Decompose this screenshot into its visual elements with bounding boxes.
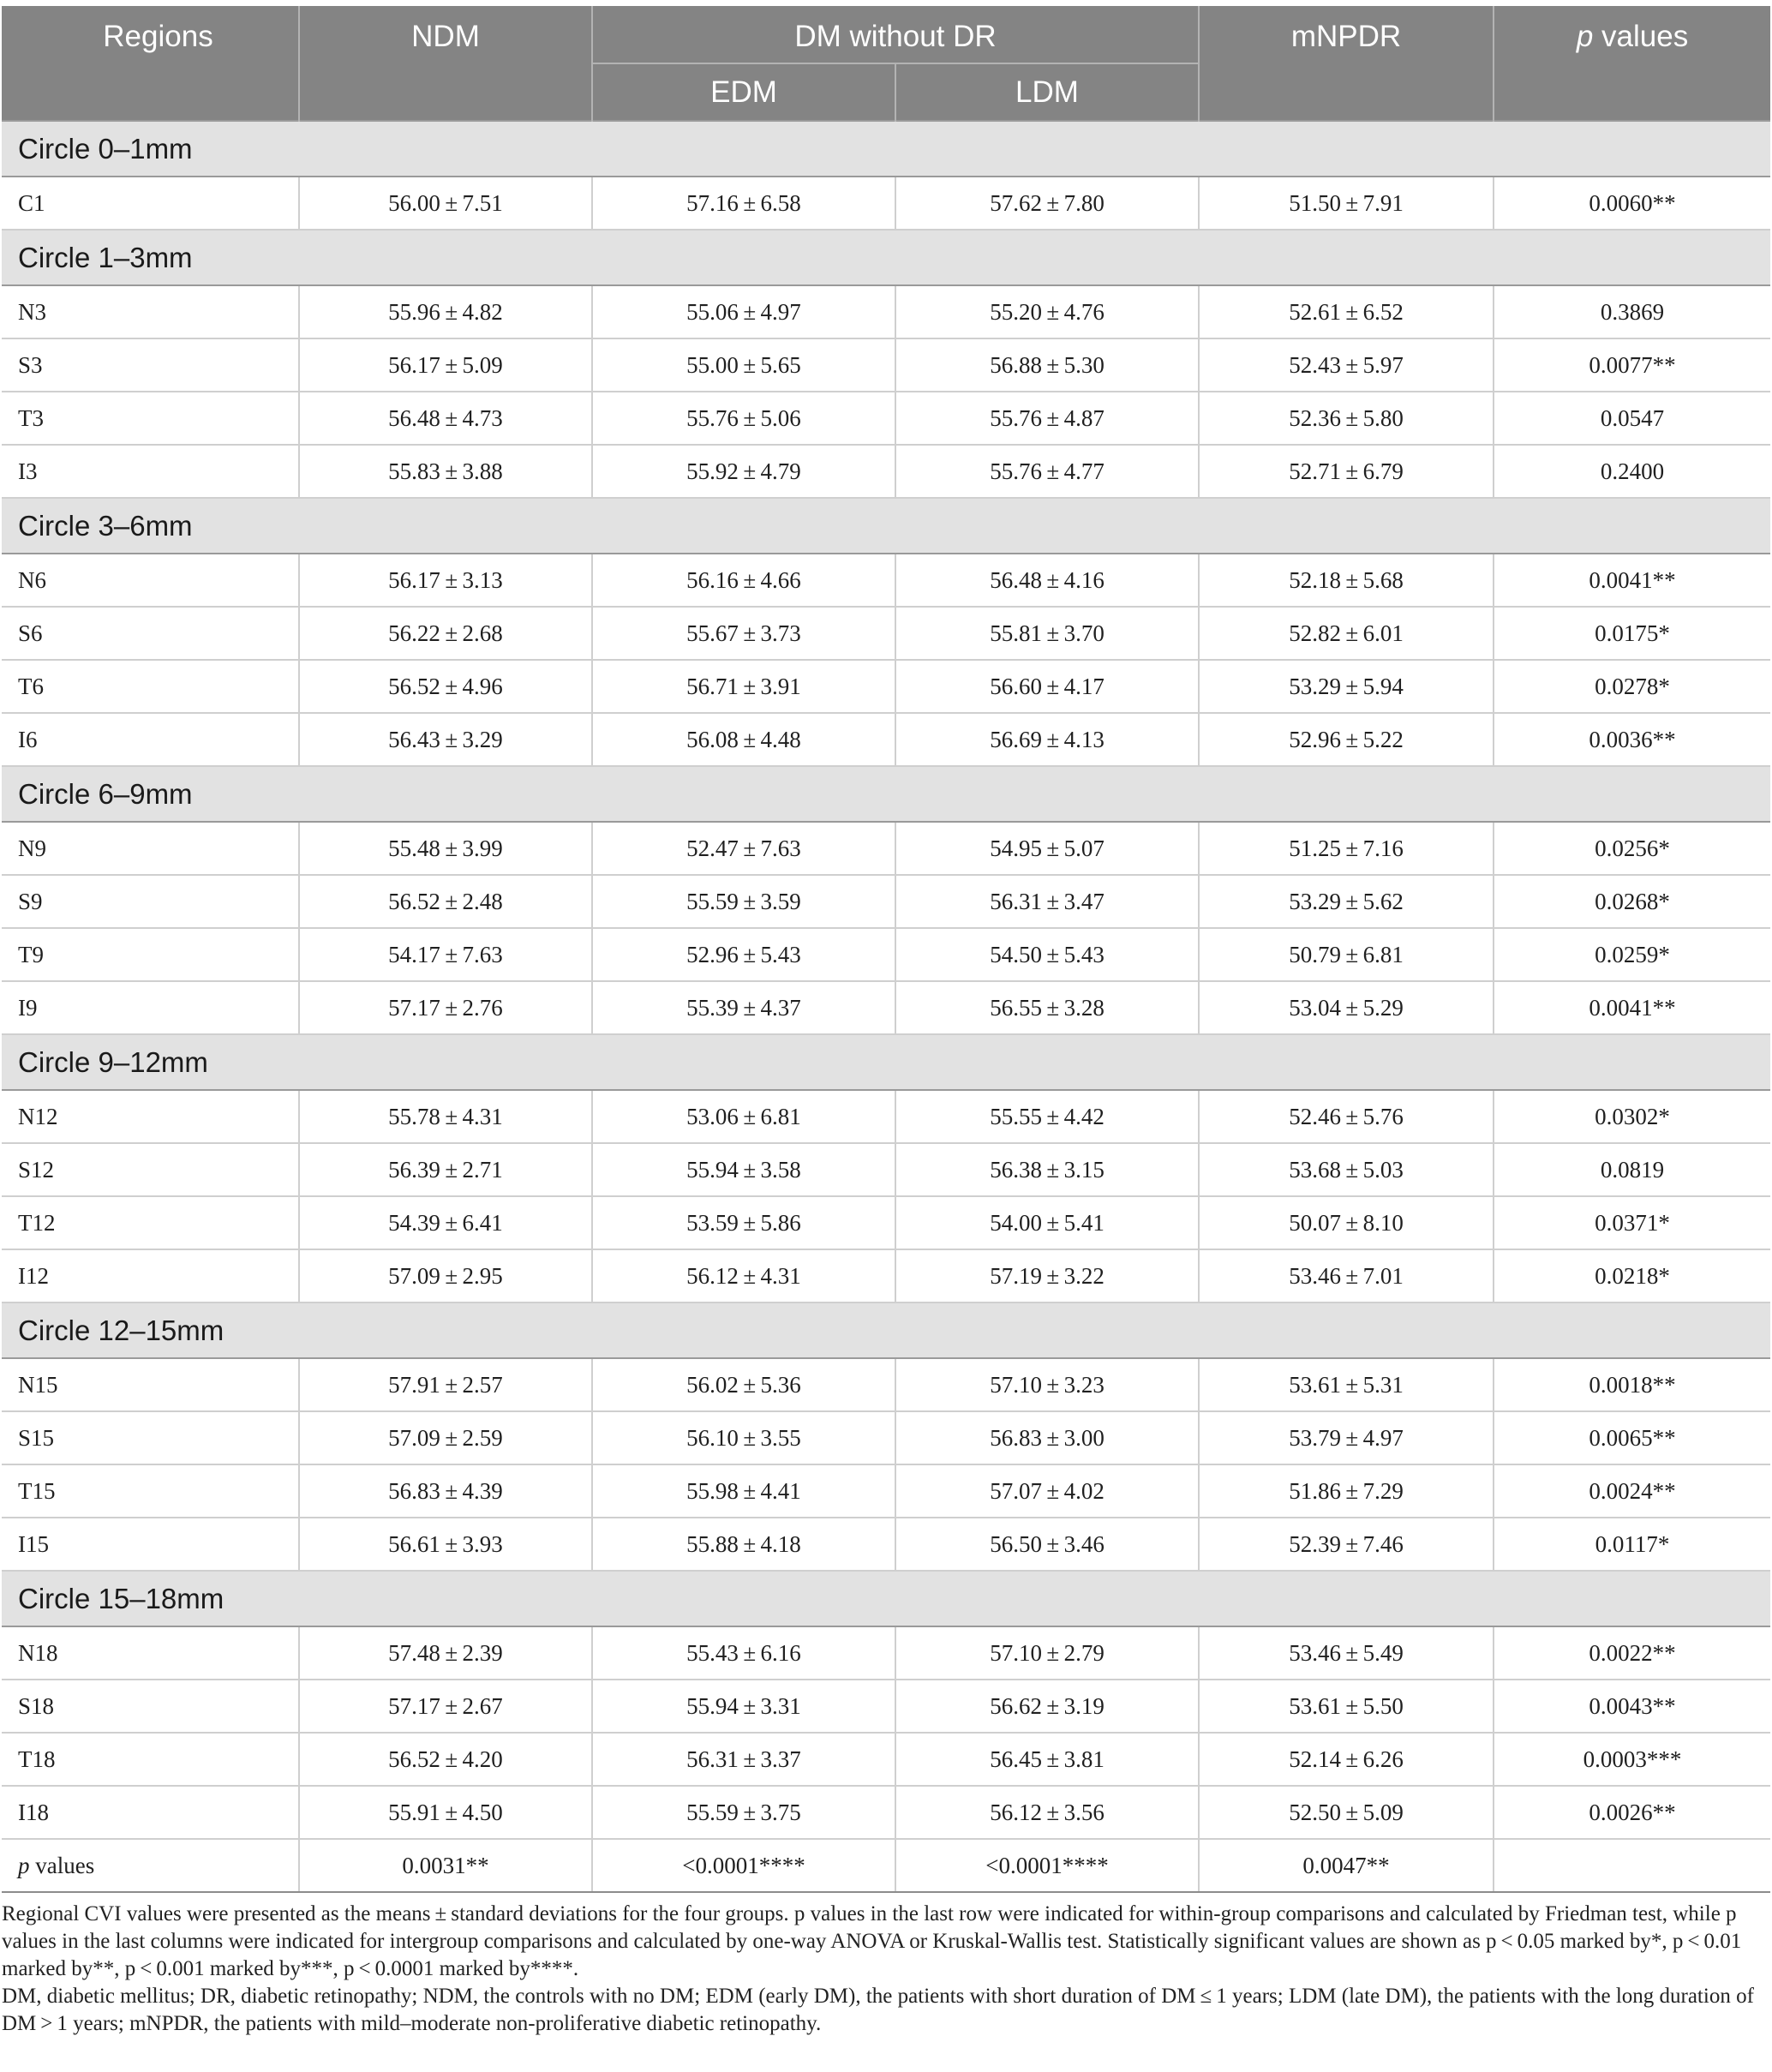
mnpdr-cell: 52.46 ± 5.76: [1199, 1090, 1494, 1143]
ndm-cell: 55.91 ± 4.50: [299, 1786, 592, 1839]
table-row: [2, 981, 1770, 1034]
table-row: [2, 1249, 1770, 1302]
edm-cell: 56.12 ± 4.31: [592, 1249, 895, 1302]
ndm-cell: 54.39 ± 6.41: [299, 1196, 592, 1249]
region-cell: S12: [2, 1143, 299, 1196]
p-edm-cell: <0.0001****: [592, 1839, 895, 1892]
header-edm: EDM: [592, 63, 895, 121]
mnpdr-cell: 53.61 ± 5.31: [1199, 1358, 1494, 1411]
ldm-cell: 56.88 ± 5.30: [895, 338, 1199, 392]
mnpdr-cell: 53.46 ± 7.01: [1199, 1249, 1494, 1302]
p-p-cell: [1494, 1839, 1770, 1892]
footnote-methods: Regional CVI values were presented as the means ± standard deviations for the four groups. p values in the last row were indicated for within-group comparisons and calculated by Friedman test, while p values in the last columns were indicated for intergroup comparisons and calculated by one-way ANOVA or Kruskal-Wallis test. Statistically significant values are shown as p < 0.05 marked by*, p < 0.01 marked by**, p < 0.001 marked by***, p < 0.0001 marked by****.: [2, 1902, 1742, 1980]
mnpdr-cell: 52.50 ± 5.09: [1199, 1786, 1494, 1839]
edm-cell: 55.59 ± 3.75: [592, 1786, 895, 1839]
ldm-cell: 56.12 ± 3.56: [895, 1786, 1199, 1839]
edm-cell: 56.71 ± 3.91: [592, 660, 895, 713]
edm-cell: 55.39 ± 4.37: [592, 981, 895, 1034]
header-dm-without-dr: DM without DR: [592, 6, 1199, 63]
section-row: [2, 498, 1770, 554]
table-row: [2, 1143, 1770, 1196]
ldm-cell: 56.55 ± 3.28: [895, 981, 1199, 1034]
table-row: [2, 1090, 1770, 1143]
table-row: [2, 1680, 1770, 1733]
edm-cell: 56.10 ± 3.55: [592, 1411, 895, 1464]
table-row: [2, 554, 1770, 607]
ldm-cell: 56.50 ± 3.46: [895, 1518, 1199, 1571]
mnpdr-cell: 52.82 ± 6.01: [1199, 607, 1494, 660]
mnpdr-cell: 53.61 ± 5.50: [1199, 1680, 1494, 1733]
ndm-cell: 56.17 ± 5.09: [299, 338, 592, 392]
region-cell: I15: [2, 1518, 299, 1571]
p-cell: 0.0036**: [1494, 713, 1770, 766]
region-cell: N3: [2, 285, 299, 338]
cvi-table: [2, 6, 1770, 1893]
p-cell: 0.0041**: [1494, 981, 1770, 1034]
ndm-cell: 56.61 ± 3.93: [299, 1518, 592, 1571]
table-row: [2, 1786, 1770, 1839]
p-cell: 0.0819: [1494, 1143, 1770, 1196]
table-row: [2, 928, 1770, 981]
mnpdr-cell: 52.14 ± 6.26: [1199, 1733, 1494, 1786]
table-row: [2, 1733, 1770, 1786]
ndm-cell: 57.48 ± 2.39: [299, 1626, 592, 1680]
edm-cell: 52.47 ± 7.63: [592, 822, 895, 875]
ldm-cell: 56.83 ± 3.00: [895, 1411, 1199, 1464]
edm-cell: 55.94 ± 3.31: [592, 1680, 895, 1733]
mnpdr-cell: 52.18 ± 5.68: [1199, 554, 1494, 607]
edm-cell: 55.43 ± 6.16: [592, 1626, 895, 1680]
region-cell: I6: [2, 713, 299, 766]
table-row: [2, 177, 1770, 230]
section-title: Circle 15–18mm: [2, 1571, 1770, 1626]
region-cell: S18: [2, 1680, 299, 1733]
ldm-cell: 54.00 ± 5.41: [895, 1196, 1199, 1249]
table-row: [2, 1358, 1770, 1411]
edm-cell: 55.94 ± 3.58: [592, 1143, 895, 1196]
section-title: Circle 0–1mm: [2, 121, 1770, 177]
section-row: [2, 230, 1770, 285]
mnpdr-cell: 53.68 ± 5.03: [1199, 1143, 1494, 1196]
ndm-cell: 56.22 ± 2.68: [299, 607, 592, 660]
p-cell: 0.0043**: [1494, 1680, 1770, 1733]
p-cell: 0.0026**: [1494, 1786, 1770, 1839]
p-cell: 0.0041**: [1494, 554, 1770, 607]
ndm-cell: 55.83 ± 3.88: [299, 445, 592, 498]
edm-cell: 56.02 ± 5.36: [592, 1358, 895, 1411]
edm-cell: 56.16 ± 4.66: [592, 554, 895, 607]
ndm-cell: 57.91 ± 2.57: [299, 1358, 592, 1411]
edm-cell: 55.88 ± 4.18: [592, 1518, 895, 1571]
section-row: [2, 1302, 1770, 1358]
mnpdr-cell: 52.36 ± 5.80: [1199, 392, 1494, 445]
p-cell: 0.0256*: [1494, 822, 1770, 875]
mnpdr-cell: 50.79 ± 6.81: [1199, 928, 1494, 981]
edm-cell: 53.06 ± 6.81: [592, 1090, 895, 1143]
mnpdr-cell: 52.71 ± 6.79: [1199, 445, 1494, 498]
region-cell: T9: [2, 928, 299, 981]
ndm-cell: 56.52 ± 2.48: [299, 875, 592, 928]
mnpdr-cell: 51.86 ± 7.29: [1199, 1464, 1494, 1518]
mnpdr-cell: 51.25 ± 7.16: [1199, 822, 1494, 875]
mnpdr-cell: 52.39 ± 7.46: [1199, 1518, 1494, 1571]
ldm-cell: 54.95 ± 5.07: [895, 822, 1199, 875]
ldm-cell: 55.81 ± 3.70: [895, 607, 1199, 660]
table-row: [2, 1464, 1770, 1518]
region-cell: I18: [2, 1786, 299, 1839]
edm-cell: 56.08 ± 4.48: [592, 713, 895, 766]
region-cell: N18: [2, 1626, 299, 1680]
ndm-cell: 56.39 ± 2.71: [299, 1143, 592, 1196]
table-row: [2, 607, 1770, 660]
p-cell: 0.0060**: [1494, 177, 1770, 230]
p-cell: 0.0018**: [1494, 1358, 1770, 1411]
ldm-cell: 56.48 ± 4.16: [895, 554, 1199, 607]
table-row: [2, 445, 1770, 498]
p-values-row: [2, 1839, 1770, 1892]
p-cell: 0.0268*: [1494, 875, 1770, 928]
section-row: [2, 121, 1770, 177]
region-cell: I3: [2, 445, 299, 498]
section-title: Circle 1–3mm: [2, 230, 1770, 285]
mnpdr-cell: 52.96 ± 5.22: [1199, 713, 1494, 766]
p-cell: 0.0218*: [1494, 1249, 1770, 1302]
section-title: Circle 9–12mm: [2, 1034, 1770, 1090]
p-cell: 0.0302*: [1494, 1090, 1770, 1143]
ndm-cell: 54.17 ± 7.63: [299, 928, 592, 981]
ldm-cell: 56.38 ± 3.15: [895, 1143, 1199, 1196]
header-mnpdr: mNPDR: [1199, 6, 1494, 121]
ldm-cell: 56.62 ± 3.19: [895, 1680, 1199, 1733]
ldm-cell: 57.19 ± 3.22: [895, 1249, 1199, 1302]
section-row: [2, 766, 1770, 822]
ndm-cell: 55.48 ± 3.99: [299, 822, 592, 875]
p-cell: 0.0547: [1494, 392, 1770, 445]
table-row: [2, 660, 1770, 713]
table-row: [2, 338, 1770, 392]
ndm-cell: 57.17 ± 2.67: [299, 1680, 592, 1733]
region-cell: T3: [2, 392, 299, 445]
mnpdr-cell: 53.29 ± 5.62: [1199, 875, 1494, 928]
edm-cell: 57.16 ± 6.58: [592, 177, 895, 230]
edm-cell: 52.96 ± 5.43: [592, 928, 895, 981]
mnpdr-cell: 53.79 ± 4.97: [1199, 1411, 1494, 1464]
region-cell: I9: [2, 981, 299, 1034]
table-row: [2, 285, 1770, 338]
mnpdr-cell: 52.43 ± 5.97: [1199, 338, 1494, 392]
p-mnpdr-cell: 0.0047**: [1199, 1839, 1494, 1892]
table-row: [2, 713, 1770, 766]
ndm-cell: 56.48 ± 4.73: [299, 392, 592, 445]
p-cell: 0.0022**: [1494, 1626, 1770, 1680]
ndm-cell: 55.96 ± 4.82: [299, 285, 592, 338]
ldm-cell: 55.20 ± 4.76: [895, 285, 1199, 338]
ldm-cell: 57.07 ± 4.02: [895, 1464, 1199, 1518]
region-cell: T12: [2, 1196, 299, 1249]
p-cell: 0.0371*: [1494, 1196, 1770, 1249]
region-cell: N9: [2, 822, 299, 875]
mnpdr-cell: 52.61 ± 6.52: [1199, 285, 1494, 338]
p-cell: 0.0259*: [1494, 928, 1770, 981]
mnpdr-cell: 50.07 ± 8.10: [1199, 1196, 1494, 1249]
table-row: [2, 875, 1770, 928]
header-regions: Regions: [2, 6, 299, 121]
region-cell: N15: [2, 1358, 299, 1411]
table-row: [2, 1518, 1770, 1571]
edm-cell: 55.59 ± 3.59: [592, 875, 895, 928]
ldm-cell: 55.76 ± 4.87: [895, 392, 1199, 445]
p-cell: 0.0065**: [1494, 1411, 1770, 1464]
p-values-label: [2, 1839, 299, 1892]
header-p-values: [1494, 6, 1770, 121]
ndm-cell: 56.17 ± 3.13: [299, 554, 592, 607]
header-ndm: NDM: [299, 6, 592, 121]
ldm-cell: 56.60 ± 4.17: [895, 660, 1199, 713]
p-values-label-italic: p: [18, 1852, 30, 1878]
p-cell: 0.0278*: [1494, 660, 1770, 713]
table-header: [2, 6, 1770, 121]
ldm-cell: 57.62 ± 7.80: [895, 177, 1199, 230]
mnpdr-cell: 51.50 ± 7.91: [1199, 177, 1494, 230]
p-cell: 0.0003***: [1494, 1733, 1770, 1786]
region-cell: S15: [2, 1411, 299, 1464]
ldm-cell: 56.69 ± 4.13: [895, 713, 1199, 766]
p-cell: 0.0117*: [1494, 1518, 1770, 1571]
section-title: Circle 6–9mm: [2, 766, 1770, 822]
ndm-cell: 57.09 ± 2.59: [299, 1411, 592, 1464]
region-cell: N12: [2, 1090, 299, 1143]
region-cell: T15: [2, 1464, 299, 1518]
mnpdr-cell: 53.04 ± 5.29: [1199, 981, 1494, 1034]
section-row: [2, 1034, 1770, 1090]
table-row: [2, 392, 1770, 445]
table-row: [2, 1196, 1770, 1249]
region-cell: T6: [2, 660, 299, 713]
ndm-cell: 57.17 ± 2.76: [299, 981, 592, 1034]
p-cell: 0.2400: [1494, 445, 1770, 498]
section-title: Circle 12–15mm: [2, 1302, 1770, 1358]
p-ldm-cell: <0.0001****: [895, 1839, 1199, 1892]
footnote-abbreviations: DM, diabetic mellitus; DR, diabetic retinopathy; NDM, the controls with no DM; EDM (early DM), the patients with short duration of DM ≤ 1 years; LDM (late DM), the patients with the long duration of DM > 1 years; mNPDR, the patients with mild–moderate non-proliferative diabetic retinopathy.: [2, 1985, 1754, 2035]
table-row: [2, 1626, 1770, 1680]
region-cell: S9: [2, 875, 299, 928]
p-values-label-rest: values: [29, 1852, 95, 1878]
edm-cell: 55.98 ± 4.41: [592, 1464, 895, 1518]
ldm-cell: 57.10 ± 2.79: [895, 1626, 1199, 1680]
ldm-cell: 55.55 ± 4.42: [895, 1090, 1199, 1143]
edm-cell: 55.92 ± 4.79: [592, 445, 895, 498]
ndm-cell: 57.09 ± 2.95: [299, 1249, 592, 1302]
region-cell: C1: [2, 177, 299, 230]
ndm-cell: 56.52 ± 4.20: [299, 1733, 592, 1786]
p-ndm-cell: 0.0031**: [299, 1839, 592, 1892]
p-cell: 0.0077**: [1494, 338, 1770, 392]
edm-cell: 56.31 ± 3.37: [592, 1733, 895, 1786]
edm-cell: 55.06 ± 4.97: [592, 285, 895, 338]
region-cell: T18: [2, 1733, 299, 1786]
section-row: [2, 1571, 1770, 1626]
ndm-cell: 56.00 ± 7.51: [299, 177, 592, 230]
ndm-cell: 56.52 ± 4.96: [299, 660, 592, 713]
ldm-cell: 56.31 ± 3.47: [895, 875, 1199, 928]
p-cell: 0.0175*: [1494, 607, 1770, 660]
ldm-cell: 54.50 ± 5.43: [895, 928, 1199, 981]
region-cell: S3: [2, 338, 299, 392]
region-cell: I12: [2, 1249, 299, 1302]
edm-cell: 55.76 ± 5.06: [592, 392, 895, 445]
region-cell: S6: [2, 607, 299, 660]
ndm-cell: 56.83 ± 4.39: [299, 1464, 592, 1518]
header-ldm: LDM: [895, 63, 1199, 121]
mnpdr-cell: 53.29 ± 5.94: [1199, 660, 1494, 713]
mnpdr-cell: 53.46 ± 5.49: [1199, 1626, 1494, 1680]
p-cell: 0.0024**: [1494, 1464, 1770, 1518]
table-body: [2, 121, 1770, 1892]
p-cell: 0.3869: [1494, 285, 1770, 338]
header-p-italic: p: [1576, 20, 1594, 53]
ldm-cell: 56.45 ± 3.81: [895, 1733, 1199, 1786]
edm-cell: 53.59 ± 5.86: [592, 1196, 895, 1249]
ndm-cell: 55.78 ± 4.31: [299, 1090, 592, 1143]
ldm-cell: 57.10 ± 3.23: [895, 1358, 1199, 1411]
edm-cell: 55.67 ± 3.73: [592, 607, 895, 660]
table-row: [2, 822, 1770, 875]
table-row: [2, 1411, 1770, 1464]
ndm-cell: 56.43 ± 3.29: [299, 713, 592, 766]
section-title: Circle 3–6mm: [2, 498, 1770, 554]
header-p-rest: values: [1593, 20, 1689, 53]
edm-cell: 55.00 ± 5.65: [592, 338, 895, 392]
region-cell: N6: [2, 554, 299, 607]
ldm-cell: 55.76 ± 4.77: [895, 445, 1199, 498]
table-footnotes: [2, 1901, 1767, 2038]
